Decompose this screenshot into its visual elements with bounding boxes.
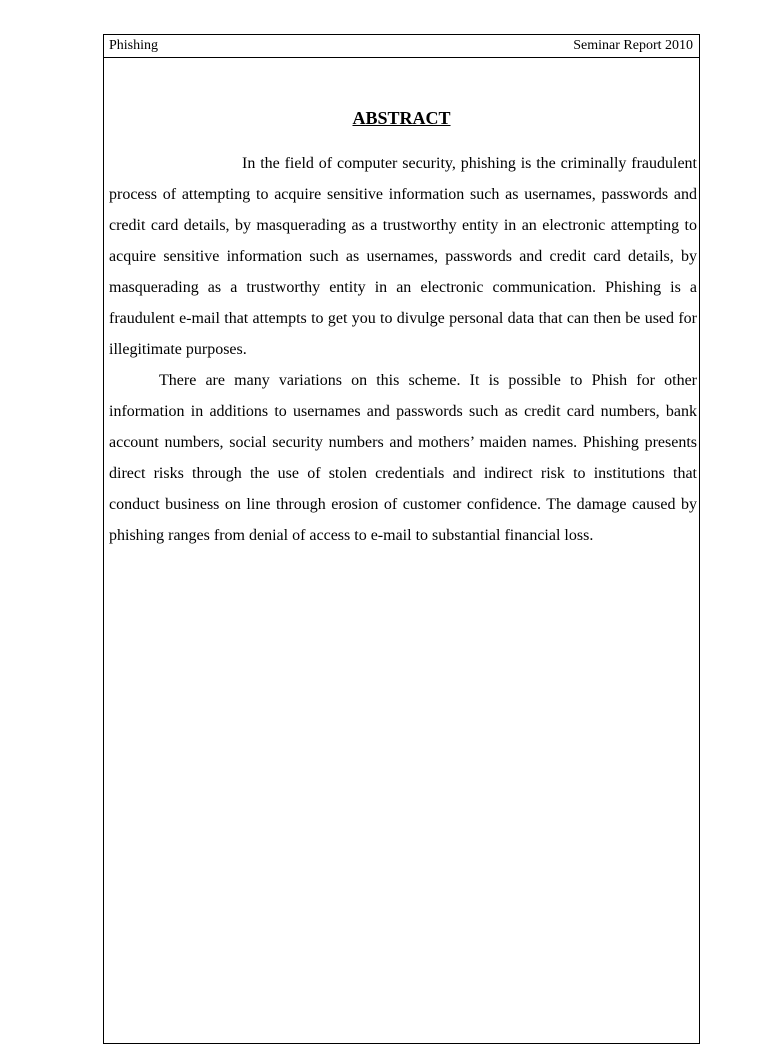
abstract-body: [109, 148, 697, 551]
header-title: Phishing: [109, 38, 159, 53]
header-report-label: Seminar Report 2010: [573, 38, 693, 53]
section-title: ABSTRACT: [352, 108, 451, 128]
header-rule: [103, 57, 700, 58]
paragraph: In the field of computer security, phishing is the criminally fraudulent process of attempting to acquire sensitive information such as usernames, passwords and credit card details, by masquerading as a trustworthy entity in an electronic attempting to acquire sensitive information such as usernames, passwords and credit card details, by masquerading as a trustworthy entity in an electronic communication. Phishing is a fraudulent e-mail that attempts to get you to divulge personal data that can then be used for illegitimate purposes.: [109, 155, 697, 358]
paragraph: There are many variations on this scheme. It is possible to Phish for other information in additions to usernames and passwords such as credit card numbers, bank account numbers, social security numbers and mothers’ maiden names. Phishing presents direct risks through the use of stolen credentials and indirect risk to institutions that conduct business on line through erosion of customer confidence. The damage caused by phishing ranges from denial of access to e-mail to substantial financial loss.: [109, 372, 697, 544]
